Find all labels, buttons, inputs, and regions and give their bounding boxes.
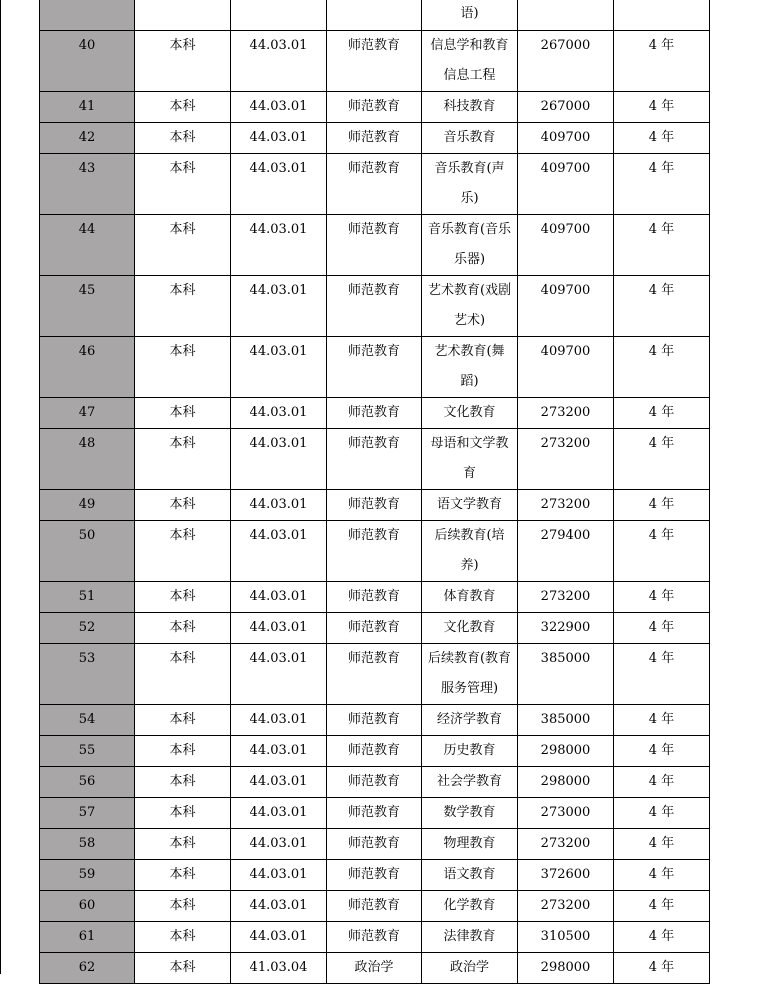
program-table-body (40, 0, 710, 984)
cell-level: 本科 (135, 798, 231, 829)
cell-level: 本科 (135, 705, 231, 736)
cell-group: 师范教育 (327, 736, 422, 767)
table-row-partial (40, 0, 710, 31)
cell-index: 41 (40, 92, 135, 123)
cell-amount: 273200 (518, 829, 614, 860)
cell-code: 44.03.01 (231, 337, 327, 398)
cell-years: 4 年 (614, 736, 710, 767)
table-row (40, 521, 710, 582)
cell-level: 本科 (135, 829, 231, 860)
cell-index: 45 (40, 276, 135, 337)
cell-years: 4 年 (614, 705, 710, 736)
cell-years: 4 年 (614, 276, 710, 337)
cell-amount: 372600 (518, 860, 614, 891)
cell-level (135, 0, 231, 31)
cell-years: 4 年 (614, 398, 710, 429)
cell-group (327, 0, 422, 31)
table-row (40, 829, 710, 860)
cell-years: 4 年 (614, 31, 710, 92)
cell-amount: 279400 (518, 521, 614, 582)
cell-index: 43 (40, 154, 135, 215)
cell-program-name: 艺术教育(戏剧艺术) (422, 276, 518, 337)
cell-level: 本科 (135, 767, 231, 798)
cell-level: 本科 (135, 337, 231, 398)
cell-amount: 310500 (518, 922, 614, 953)
cell-index: 49 (40, 490, 135, 521)
cell-group: 师范教育 (327, 860, 422, 891)
cell-years: 4 年 (614, 644, 710, 705)
cell-level: 本科 (135, 398, 231, 429)
cell-level: 本科 (135, 31, 231, 92)
cell-level: 本科 (135, 613, 231, 644)
table-row (40, 582, 710, 613)
cell-group: 师范教育 (327, 429, 422, 490)
cell-index: 48 (40, 429, 135, 490)
cell-program-name: 音乐教育(声乐) (422, 154, 518, 215)
cell-index: 57 (40, 798, 135, 829)
cell-index: 62 (40, 953, 135, 984)
cell-code: 44.03.01 (231, 429, 327, 490)
table-row (40, 767, 710, 798)
cell-index: 55 (40, 736, 135, 767)
cell-amount: 273200 (518, 891, 614, 922)
cell-group: 师范教育 (327, 829, 422, 860)
cell-code: 44.03.01 (231, 521, 327, 582)
cell-amount (518, 0, 614, 31)
cell-amount: 298000 (518, 953, 614, 984)
cell-level: 本科 (135, 644, 231, 705)
table-row (40, 644, 710, 705)
cell-years: 4 年 (614, 953, 710, 984)
cell-years: 4 年 (614, 337, 710, 398)
cell-program-name: 音乐教育(音乐乐器) (422, 215, 518, 276)
cell-code: 41.03.04 (231, 953, 327, 984)
cell-code: 44.03.01 (231, 31, 327, 92)
cell-index: 61 (40, 922, 135, 953)
cell-group: 师范教育 (327, 154, 422, 215)
cell-years: 4 年 (614, 582, 710, 613)
cell-level: 本科 (135, 891, 231, 922)
table-row (40, 613, 710, 644)
cell-index: 51 (40, 582, 135, 613)
cell-program-name: 艺术教育(舞蹈) (422, 337, 518, 398)
table-row (40, 953, 710, 984)
cell-index: 52 (40, 613, 135, 644)
cell-code: 44.03.01 (231, 123, 327, 154)
cell-index: 40 (40, 31, 135, 92)
cell-amount: 409700 (518, 154, 614, 215)
cell-years: 4 年 (614, 767, 710, 798)
cell-years: 4 年 (614, 829, 710, 860)
cell-level: 本科 (135, 429, 231, 490)
cell-code: 44.03.01 (231, 154, 327, 215)
cell-level: 本科 (135, 154, 231, 215)
cell-amount: 298000 (518, 767, 614, 798)
cell-years: 4 年 (614, 521, 710, 582)
cell-program-name: 体育教育 (422, 582, 518, 613)
cell-level: 本科 (135, 276, 231, 337)
cell-program-name: 母语和文学教育 (422, 429, 518, 490)
cell-code: 44.03.01 (231, 215, 327, 276)
cell-index: 44 (40, 215, 135, 276)
cell-code (231, 0, 327, 31)
cell-program-name: 物理教育 (422, 829, 518, 860)
cell-index (40, 0, 135, 31)
cell-index: 58 (40, 829, 135, 860)
cell-level: 本科 (135, 92, 231, 123)
cell-years: 4 年 (614, 798, 710, 829)
cell-program-name: 后续教育(教育服务管理) (422, 644, 518, 705)
cell-group: 师范教育 (327, 215, 422, 276)
table-row (40, 123, 710, 154)
cell-amount: 409700 (518, 337, 614, 398)
cell-years: 4 年 (614, 215, 710, 276)
cell-amount: 273000 (518, 798, 614, 829)
cell-index: 47 (40, 398, 135, 429)
cell-code: 44.03.01 (231, 860, 327, 891)
table-row (40, 490, 710, 521)
table-row (40, 337, 710, 398)
cell-years: 4 年 (614, 123, 710, 154)
cell-level: 本科 (135, 215, 231, 276)
cell-index: 60 (40, 891, 135, 922)
cell-group: 师范教育 (327, 613, 422, 644)
cell-code: 44.03.01 (231, 276, 327, 337)
cell-code: 44.03.01 (231, 613, 327, 644)
cell-level: 本科 (135, 953, 231, 984)
cell-program-name: 经济学教育 (422, 705, 518, 736)
table-row (40, 429, 710, 490)
cell-amount: 322900 (518, 613, 614, 644)
cell-group: 师范教育 (327, 398, 422, 429)
table-row (40, 891, 710, 922)
cell-index: 54 (40, 705, 135, 736)
cell-code: 44.03.01 (231, 829, 327, 860)
cell-program-name: 社会学教育 (422, 767, 518, 798)
cell-code: 44.03.01 (231, 644, 327, 705)
cell-group: 师范教育 (327, 767, 422, 798)
cell-group: 师范教育 (327, 705, 422, 736)
cell-program-name: 历史教育 (422, 736, 518, 767)
cell-level: 本科 (135, 123, 231, 154)
cell-program-name: 数学教育 (422, 798, 518, 829)
cell-level: 本科 (135, 922, 231, 953)
cell-code: 44.03.01 (231, 490, 327, 521)
cell-amount: 385000 (518, 705, 614, 736)
cell-program-name: 化学教育 (422, 891, 518, 922)
cell-amount: 409700 (518, 215, 614, 276)
cell-amount: 409700 (518, 123, 614, 154)
cell-code: 44.03.01 (231, 736, 327, 767)
cell-years: 4 年 (614, 891, 710, 922)
cell-code: 44.03.01 (231, 398, 327, 429)
cell-years: 4 年 (614, 429, 710, 490)
cell-level: 本科 (135, 490, 231, 521)
table-row (40, 154, 710, 215)
cell-level: 本科 (135, 736, 231, 767)
page-left-border (0, 0, 1, 974)
table-row (40, 398, 710, 429)
cell-index: 46 (40, 337, 135, 398)
cell-group: 师范教育 (327, 276, 422, 337)
cell-code: 44.03.01 (231, 891, 327, 922)
cell-code: 44.03.01 (231, 92, 327, 123)
cell-years (614, 0, 710, 31)
cell-index: 42 (40, 123, 135, 154)
cell-amount: 273200 (518, 490, 614, 521)
cell-program-name: 政治学 (422, 953, 518, 984)
cell-group: 师范教育 (327, 922, 422, 953)
cell-program-name: 后续教育(培养) (422, 521, 518, 582)
cell-group: 师范教育 (327, 644, 422, 705)
cell-level: 本科 (135, 860, 231, 891)
cell-code: 44.03.01 (231, 767, 327, 798)
cell-program-name: 语) (422, 0, 518, 31)
cell-amount: 267000 (518, 31, 614, 92)
table-row (40, 92, 710, 123)
table-row (40, 798, 710, 829)
cell-years: 4 年 (614, 154, 710, 215)
table-row (40, 736, 710, 767)
cell-index: 50 (40, 521, 135, 582)
cell-group: 师范教育 (327, 521, 422, 582)
cell-amount: 273200 (518, 582, 614, 613)
cell-amount: 385000 (518, 644, 614, 705)
cell-program-name: 语文教育 (422, 860, 518, 891)
cell-group: 师范教育 (327, 891, 422, 922)
program-table (39, 0, 710, 984)
cell-program-name: 法律教育 (422, 922, 518, 953)
cell-code: 44.03.01 (231, 922, 327, 953)
cell-program-name: 信息学和教育信息工程 (422, 31, 518, 92)
cell-group: 师范教育 (327, 337, 422, 398)
cell-level: 本科 (135, 582, 231, 613)
cell-amount: 298000 (518, 736, 614, 767)
cell-group: 师范教育 (327, 31, 422, 92)
cell-group: 师范教育 (327, 92, 422, 123)
cell-group: 师范教育 (327, 490, 422, 521)
cell-years: 4 年 (614, 922, 710, 953)
cell-group: 师范教育 (327, 798, 422, 829)
cell-program-name: 文化教育 (422, 613, 518, 644)
cell-index: 53 (40, 644, 135, 705)
cell-amount: 267000 (518, 92, 614, 123)
cell-code: 44.03.01 (231, 582, 327, 613)
cell-years: 4 年 (614, 860, 710, 891)
table-row (40, 31, 710, 92)
cell-group: 师范教育 (327, 123, 422, 154)
cell-amount: 409700 (518, 276, 614, 337)
table-row (40, 276, 710, 337)
cell-index: 56 (40, 767, 135, 798)
cell-code: 44.03.01 (231, 705, 327, 736)
cell-amount: 273200 (518, 429, 614, 490)
cell-amount: 273200 (518, 398, 614, 429)
cell-program-name: 文化教育 (422, 398, 518, 429)
cell-program-name: 语文学教育 (422, 490, 518, 521)
cell-program-name: 音乐教育 (422, 123, 518, 154)
table-row (40, 705, 710, 736)
cell-group: 政治学 (327, 953, 422, 984)
cell-group: 师范教育 (327, 582, 422, 613)
cell-code: 44.03.01 (231, 798, 327, 829)
cell-index: 59 (40, 860, 135, 891)
table-row (40, 215, 710, 276)
cell-program-name: 科技教育 (422, 92, 518, 123)
cell-level: 本科 (135, 521, 231, 582)
cell-years: 4 年 (614, 490, 710, 521)
table-row (40, 860, 710, 891)
table-row (40, 922, 710, 953)
cell-years: 4 年 (614, 92, 710, 123)
cell-years: 4 年 (614, 613, 710, 644)
